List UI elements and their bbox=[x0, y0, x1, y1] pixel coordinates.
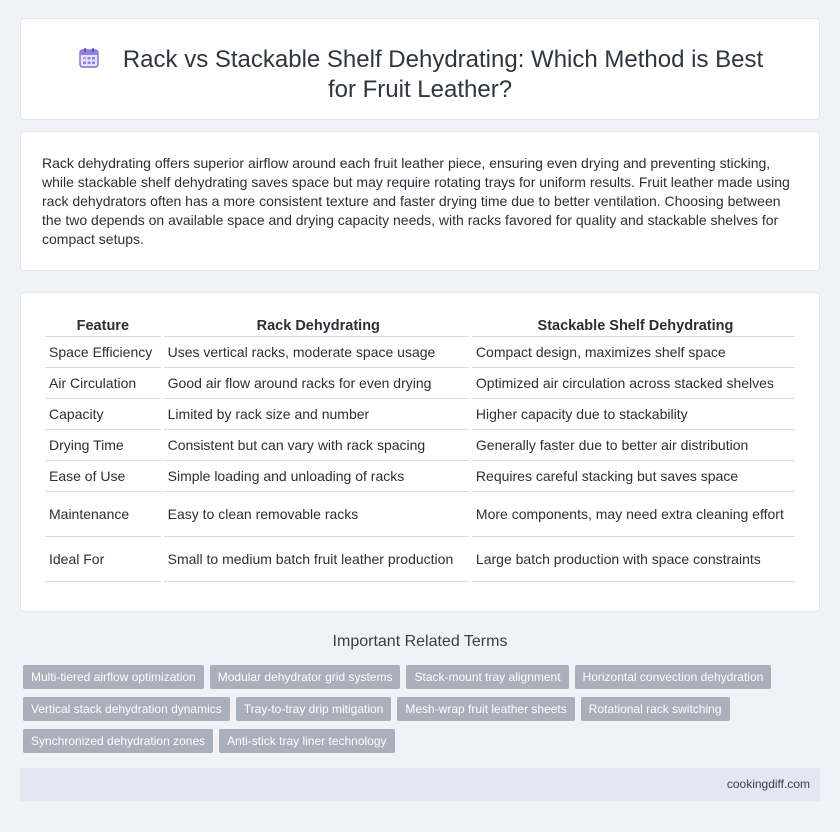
table-row bbox=[45, 399, 795, 430]
cell-feature: Space Efficiency bbox=[45, 337, 161, 368]
related-term-tag[interactable]: Rotational rack switching bbox=[581, 697, 730, 721]
header-rack-dehydrating: Rack Dehydrating bbox=[164, 315, 469, 337]
related-term-tag[interactable]: Stack-mount tray alignment bbox=[406, 665, 568, 689]
cell-feature: Air Circulation bbox=[45, 368, 161, 399]
cell-feature: Capacity bbox=[45, 399, 161, 430]
cell-rack: Uses vertical racks, moderate space usage bbox=[164, 337, 469, 368]
related-term-tag[interactable]: Horizontal convection dehydration bbox=[575, 665, 772, 689]
title-wrap bbox=[61, 45, 779, 105]
cell-stackable: Higher capacity due to stackability bbox=[472, 399, 795, 430]
cell-rack: Simple loading and unloading of racks bbox=[164, 461, 469, 492]
related-term-tag[interactable]: Anti-stick tray liner technology bbox=[219, 729, 394, 753]
title-card bbox=[20, 18, 820, 120]
table-row bbox=[45, 492, 795, 537]
table-row bbox=[45, 537, 795, 582]
calendar-grid-icon bbox=[77, 46, 101, 70]
cell-feature: Ease of Use bbox=[45, 461, 161, 492]
cell-feature: Maintenance bbox=[45, 492, 161, 537]
table-row bbox=[45, 368, 795, 399]
cell-feature: Drying Time bbox=[45, 430, 161, 461]
header-stackable-shelf-dehydrating: Stackable Shelf Dehydrating bbox=[472, 315, 795, 337]
related-terms-heading: Important Related Terms bbox=[332, 633, 508, 650]
cell-stackable: More components, may need extra cleaning effort bbox=[472, 492, 795, 537]
related-terms-tags bbox=[23, 665, 813, 753]
footer-site-link[interactable]: cookingdiff.com bbox=[726, 777, 810, 791]
related-term-tag[interactable]: Modular dehydrator grid systems bbox=[210, 665, 401, 689]
cell-rack: Limited by rack size and number bbox=[164, 399, 469, 430]
cell-stackable: Compact design, maximizes shelf space bbox=[472, 337, 795, 368]
cell-rack: Good air flow around racks for even drying bbox=[164, 368, 469, 399]
related-term-tag[interactable]: Vertical stack dehydration dynamics bbox=[23, 697, 230, 721]
related-term-tag[interactable]: Multi-tiered airflow optimization bbox=[23, 665, 204, 689]
table-row bbox=[45, 337, 795, 368]
comparison-table-card bbox=[20, 292, 820, 612]
table-header-row bbox=[45, 315, 795, 337]
cell-rack: Easy to clean removable racks bbox=[164, 492, 469, 537]
table-row bbox=[45, 461, 795, 492]
page-title: Rack vs Stackable Shelf Dehydrating: Which Method is Best for Fruit Leather? bbox=[122, 46, 764, 103]
cell-stackable: Generally faster due to better air distribution bbox=[472, 430, 795, 461]
table-row bbox=[45, 430, 795, 461]
related-term-tag[interactable]: Mesh-wrap fruit leather sheets bbox=[397, 697, 574, 721]
footer bbox=[20, 768, 820, 801]
cell-stackable: Requires careful stacking but saves space bbox=[472, 461, 795, 492]
cell-feature: Ideal For bbox=[45, 537, 161, 582]
comparison-table bbox=[42, 315, 798, 582]
intro-card bbox=[20, 131, 820, 271]
related-term-tag[interactable]: Synchronized dehydration zones bbox=[23, 729, 213, 753]
cell-stackable: Large batch production with space constraints bbox=[472, 537, 795, 582]
cell-rack: Consistent but can vary with rack spacing bbox=[164, 430, 469, 461]
cell-rack: Small to medium batch fruit leather production bbox=[164, 537, 469, 582]
header-feature: Feature bbox=[45, 315, 161, 337]
intro-paragraph: Rack dehydrating offers superior airflow around each fruit leather piece, ensuring even drying and preventing sticking, while stackable shelf dehydrating saves space but may require rotating trays for uniform results. Fruit leather made using rack dehydrators often has a more consistent texture and faster drying time due to better ventilation. Choosing between the two depends on available space and drying capacity needs, with racks favored for quality and stackable shelves for compact setups. bbox=[42, 155, 790, 247]
cell-stackable: Optimized air circulation across stacked shelves bbox=[472, 368, 795, 399]
related-term-tag[interactable]: Tray-to-tray drip mitigation bbox=[236, 697, 392, 721]
